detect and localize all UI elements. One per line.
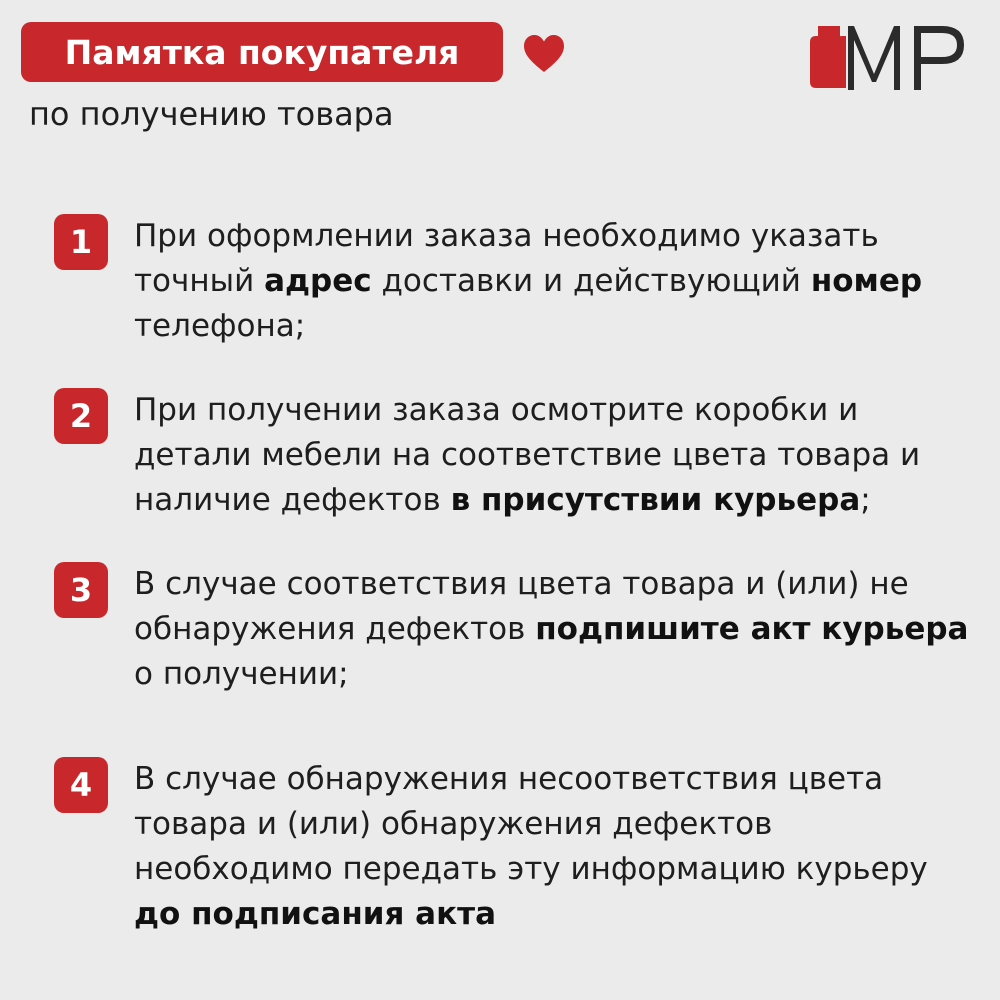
item-text: В случае обнаружения несоответствия цвета товара и (или) обнаружения дефектов необходимо передать эту информацию курьеру до подписания акта [134,761,928,932]
step-number-badge: 4 [54,757,108,813]
logo [808,18,984,98]
step-number-badge: 1 [54,214,108,270]
item-text: При оформлении заказа необходимо указать точный адрес доставки и действующий номер телефона; [134,218,923,344]
heart-icon [522,34,566,74]
step-number-badge: 3 [54,562,108,618]
title-badge [21,22,503,82]
page-title: Памятка покупателя [64,32,460,72]
page-subtitle: по получению товара [29,95,394,133]
armchair-icon [810,26,846,88]
step-number-badge: 2 [54,388,108,444]
item-text: В случае соответствия цвета товара и (или) не обнаружения дефектов подпишите акт курьера о получении; [134,566,969,692]
item-text: При получении заказа осмотрите коробки и детали мебели на соответствие цвета товара и наличие дефектов в присутствии курьера; [134,392,921,518]
